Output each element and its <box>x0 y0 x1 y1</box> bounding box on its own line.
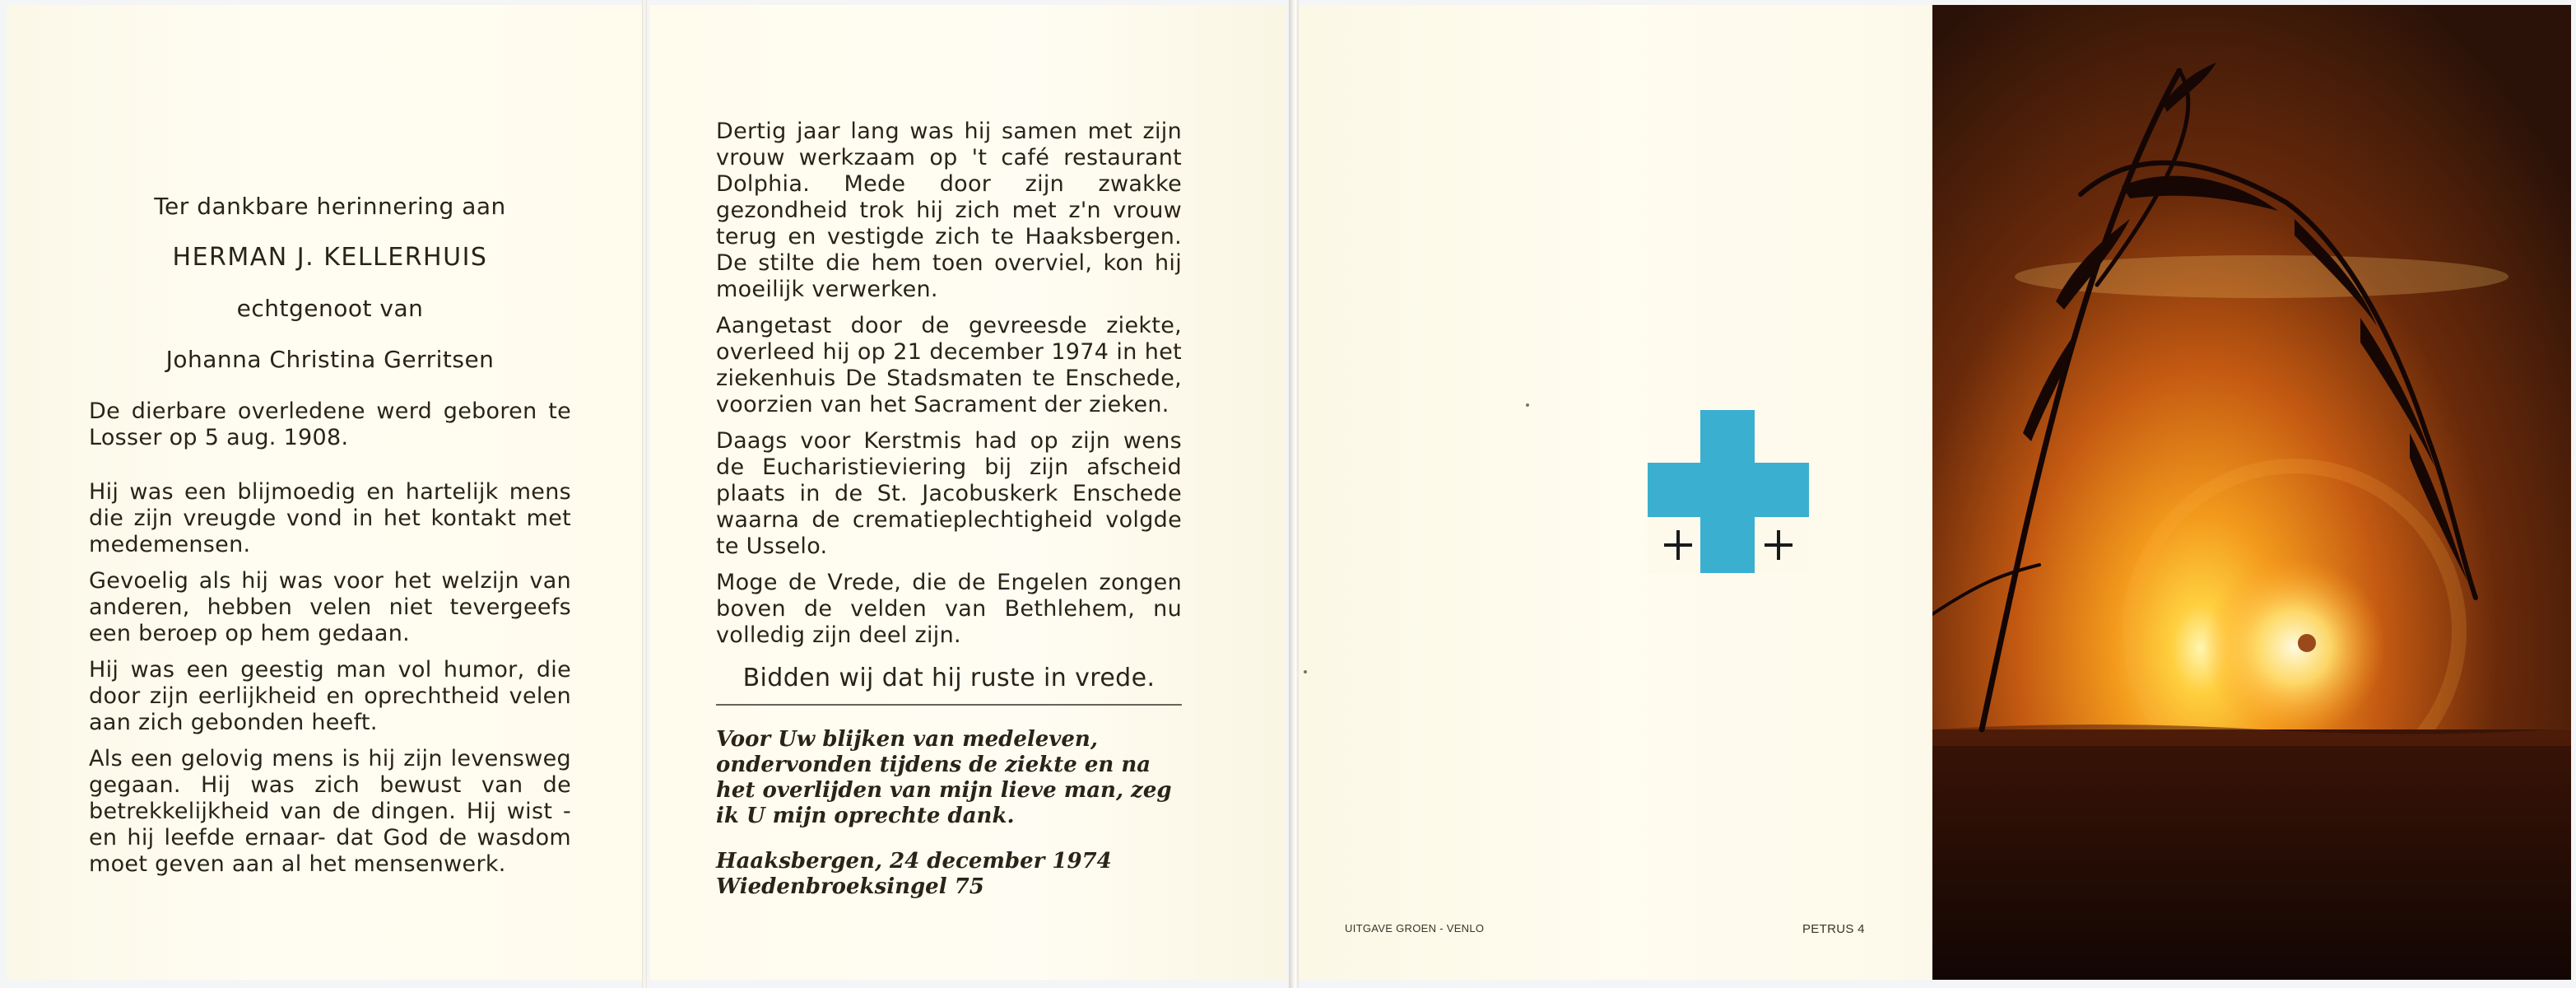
paper-speck <box>1526 403 1529 407</box>
address: Wiedenbroeksingel 75 <box>716 874 984 899</box>
series-number: PETRUS 4 <box>1802 922 1865 936</box>
middle-panel-content <box>716 119 1182 900</box>
prayer-line: Bidden wij dat hij ruste in vrede. <box>742 664 1155 692</box>
spouse-name: Johanna Christina Gerritsen <box>165 346 495 373</box>
birth-paragraph: De dierbare overledene werd geboren te Losser op 5 aug. 1908. <box>89 398 571 450</box>
intro-text: Ter dankbare herinnering aan <box>154 193 506 220</box>
paragraph: Dertig jaar lang was hij samen met zijn vrouw werkzaam op 't café restaurant Dolphia. Mede door zijn zwakke gezondheid trok hij zich met z'n vrouw terug en vestigde zich te Haaksbergen. De stilte die hem toen overviel, kon hij moeilijk verwerken. <box>716 119 1182 302</box>
sunset-photo-image <box>1932 5 2571 980</box>
card-middle-panel <box>650 5 1286 980</box>
divider <box>716 704 1182 706</box>
left-panel-content <box>89 193 571 888</box>
fold-line <box>1289 0 1299 988</box>
fold-line <box>642 0 647 988</box>
thanks-text: Voor Uw blijken van medeleven, ondervonden tijdens de ziekte en na het overlijden van mijn lieve man, zeg ik U mijn oprechte dank. <box>716 727 1172 828</box>
paragraph: Daags voor Kerstmis had op zijn wens de Eucharistieviering bij zijn afscheid plaats in de St. Jacobuskerk Enschede waarna de crematieplechtigheid volgde te Usselo. <box>716 428 1182 559</box>
deceased-name: HERMAN J. KELLERHUIS <box>172 243 488 272</box>
paragraph: Aangetast door de gevreesde ziekte, overleed hij op 21 december 1974 in het ziekenhuis De Stadsmaten te Enschede, voorzien van het Sacrament der zieken. <box>716 313 1182 417</box>
paper-speck <box>1304 670 1307 673</box>
paragraph: Als een gelovig mens is hij zijn levensweg gegaan. Hij was zich bewust van de betrekkelijkheid van de dingen. Hij wist -en hij leefde ernaar- dat God de wasdom moet geven aan al het mensenwerk. <box>89 746 571 877</box>
sunset-grass-photo <box>1932 5 2571 980</box>
paragraph: Hij was een geestig man vol humor, die door zijn eerlijkheid en oprechtheid velen aan zich gebonden heeft. <box>89 657 571 735</box>
relation-text: echtgenoot van <box>236 295 424 322</box>
paragraph: Hij was een blijmoedig en hartelijk mens die zijn vreugde vond in het kontakt met medemensen. <box>89 479 571 557</box>
cross-icon <box>1648 410 1809 573</box>
paragraph: Gevoelig als hij was voor het welzijn van anderen, hebben velen niet tevergeefs een beroep op hem gedaan. <box>89 568 571 646</box>
card-cover-panel <box>1299 5 1932 980</box>
card-left-panel <box>7 5 642 980</box>
place-date: Haaksbergen, 24 december 1974 <box>716 849 1112 874</box>
publisher-credit: UITGAVE GROEN - VENLO <box>1345 922 1485 934</box>
paragraph: Moge de Vrede, die de Engelen zongen boven de velden van Bethlehem, nu volledig zijn deel zijn. <box>716 570 1182 648</box>
